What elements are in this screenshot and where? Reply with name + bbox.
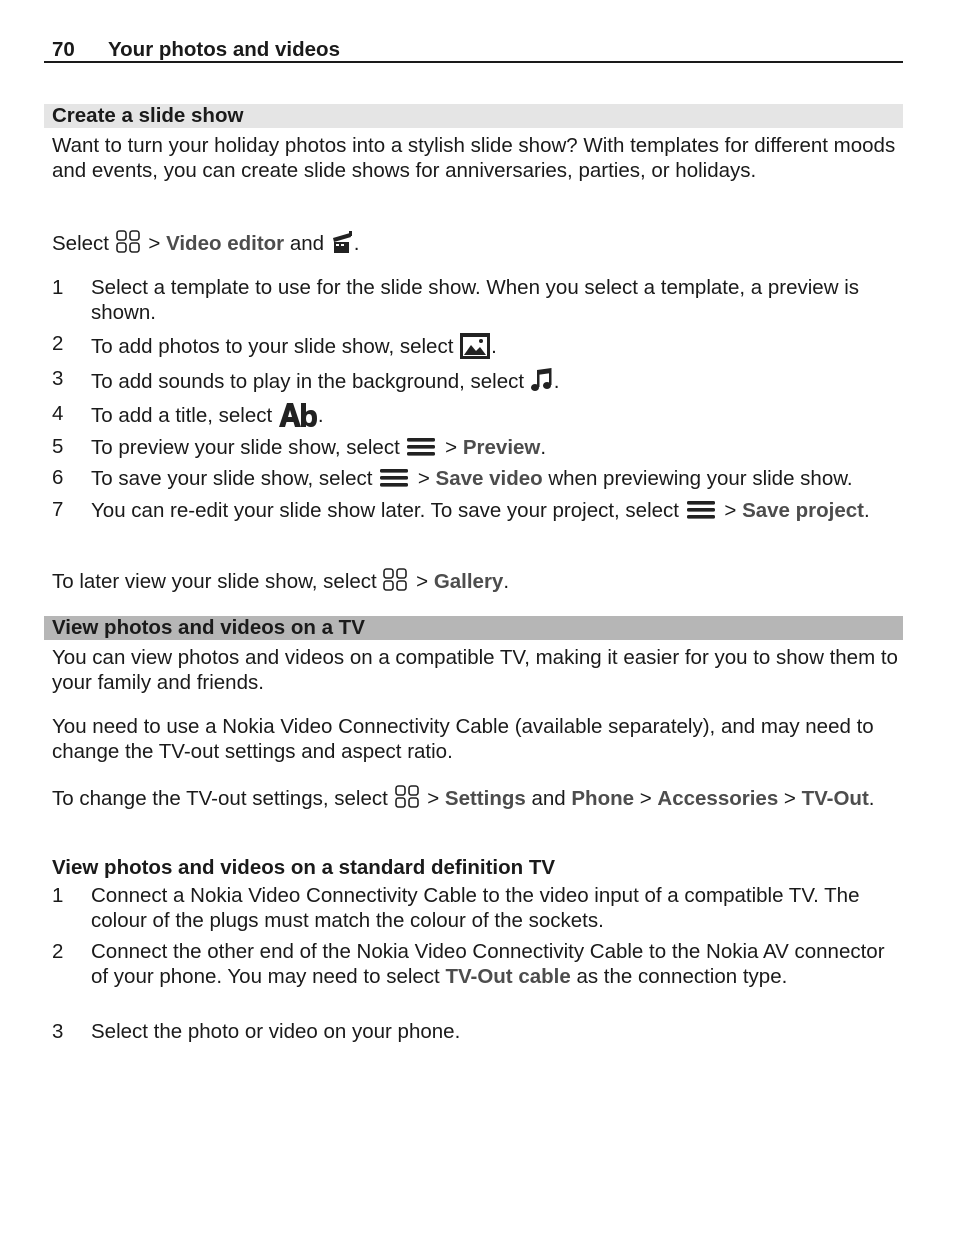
tv-out-settings-line: To change the TV-out settings, select > Settings and Phone > Accessories > TV-Out. bbox=[52, 784, 902, 817]
cable-paragraph: You need to use a Nokia Video Connectivity Cable (available separately), and may need to change the TV-out settings and aspect ratio. bbox=[52, 715, 874, 763]
title-ab-icon bbox=[278, 402, 318, 435]
subheading-standard-definition: View photos and videos on a standard definition TV bbox=[52, 856, 556, 879]
music-note-icon bbox=[530, 367, 554, 400]
chapter-title: Your photos and videos bbox=[108, 38, 340, 61]
video-editor-clapper-icon bbox=[330, 229, 354, 262]
page-header bbox=[44, 36, 903, 63]
add-photos-icon bbox=[459, 332, 491, 367]
menu-grid-icon bbox=[115, 229, 143, 262]
later-view-line: To later view your slide show, select > Gallery. bbox=[52, 567, 902, 600]
manual-page: 70 Your photos and videos Create a slide show Want to turn your holiday photos into a stylish slide show? With templates for different moods and events, you can create slide shows for anniversaries, parties, or holidays. Select > Video editor and . 1 Select a template to use for the slide show. When you select a template, a preview is shown. 2 To add photos to your slide show, select . 3 To add sounds to play in the background, select . 4 To add a title, select . 5 To preview your slide show, select > Preview. 6 To save your slide show, select > Save video when previewing your slide show. 7 You can re-edit your slide show later. To save your project, select > Save project. To later view your slide show, select > Gallery. View photos and videos on a TV You can view photos and videos on a compatible TV, making it easier for you to show them to your family and friends. You need to use a Nokia Video Connectivity Cable (available separately), and may need to change the TV-out settings and aspect ratio. To change the TV-out settings, select > Settings and Phone > Accessories > TV-Out. View photos and videos on a standard definition TV 1 Connect a Nokia Video Connectivity Cable to the video input of a compatible TV. The colour of the plugs must match the colour of the sockets. 2 Connect the other end of the Nokia Video Connectivity Cable to the Nokia AV connector of your phone. You may need to select TV-Out cable as the connection type. 3 Select the photo or video on your phone. bbox=[0, 0, 954, 1258]
options-menu-icon bbox=[685, 498, 719, 529]
select-video-editor-line: Select > Video editor and . bbox=[52, 229, 902, 262]
tv-intro-paragraph: You can view photos and videos on a compatible TV, making it easier for you to show them to your family and friends. bbox=[52, 646, 898, 694]
options-menu-icon bbox=[378, 466, 412, 497]
menu-grid-icon bbox=[382, 567, 410, 600]
page-number: 70 bbox=[52, 38, 75, 61]
menu-grid-icon bbox=[394, 784, 422, 817]
intro-paragraph: Want to turn your holiday photos into a stylish slide show? With templates for different moods and events, you can create slide shows for anniversaries, parties, or holidays. bbox=[52, 134, 896, 182]
options-menu-icon bbox=[405, 435, 439, 466]
section-heading-view-on-tv: View photos and videos on a TV bbox=[44, 616, 903, 640]
section-heading-create-slide-show: Create a slide show bbox=[44, 104, 903, 128]
